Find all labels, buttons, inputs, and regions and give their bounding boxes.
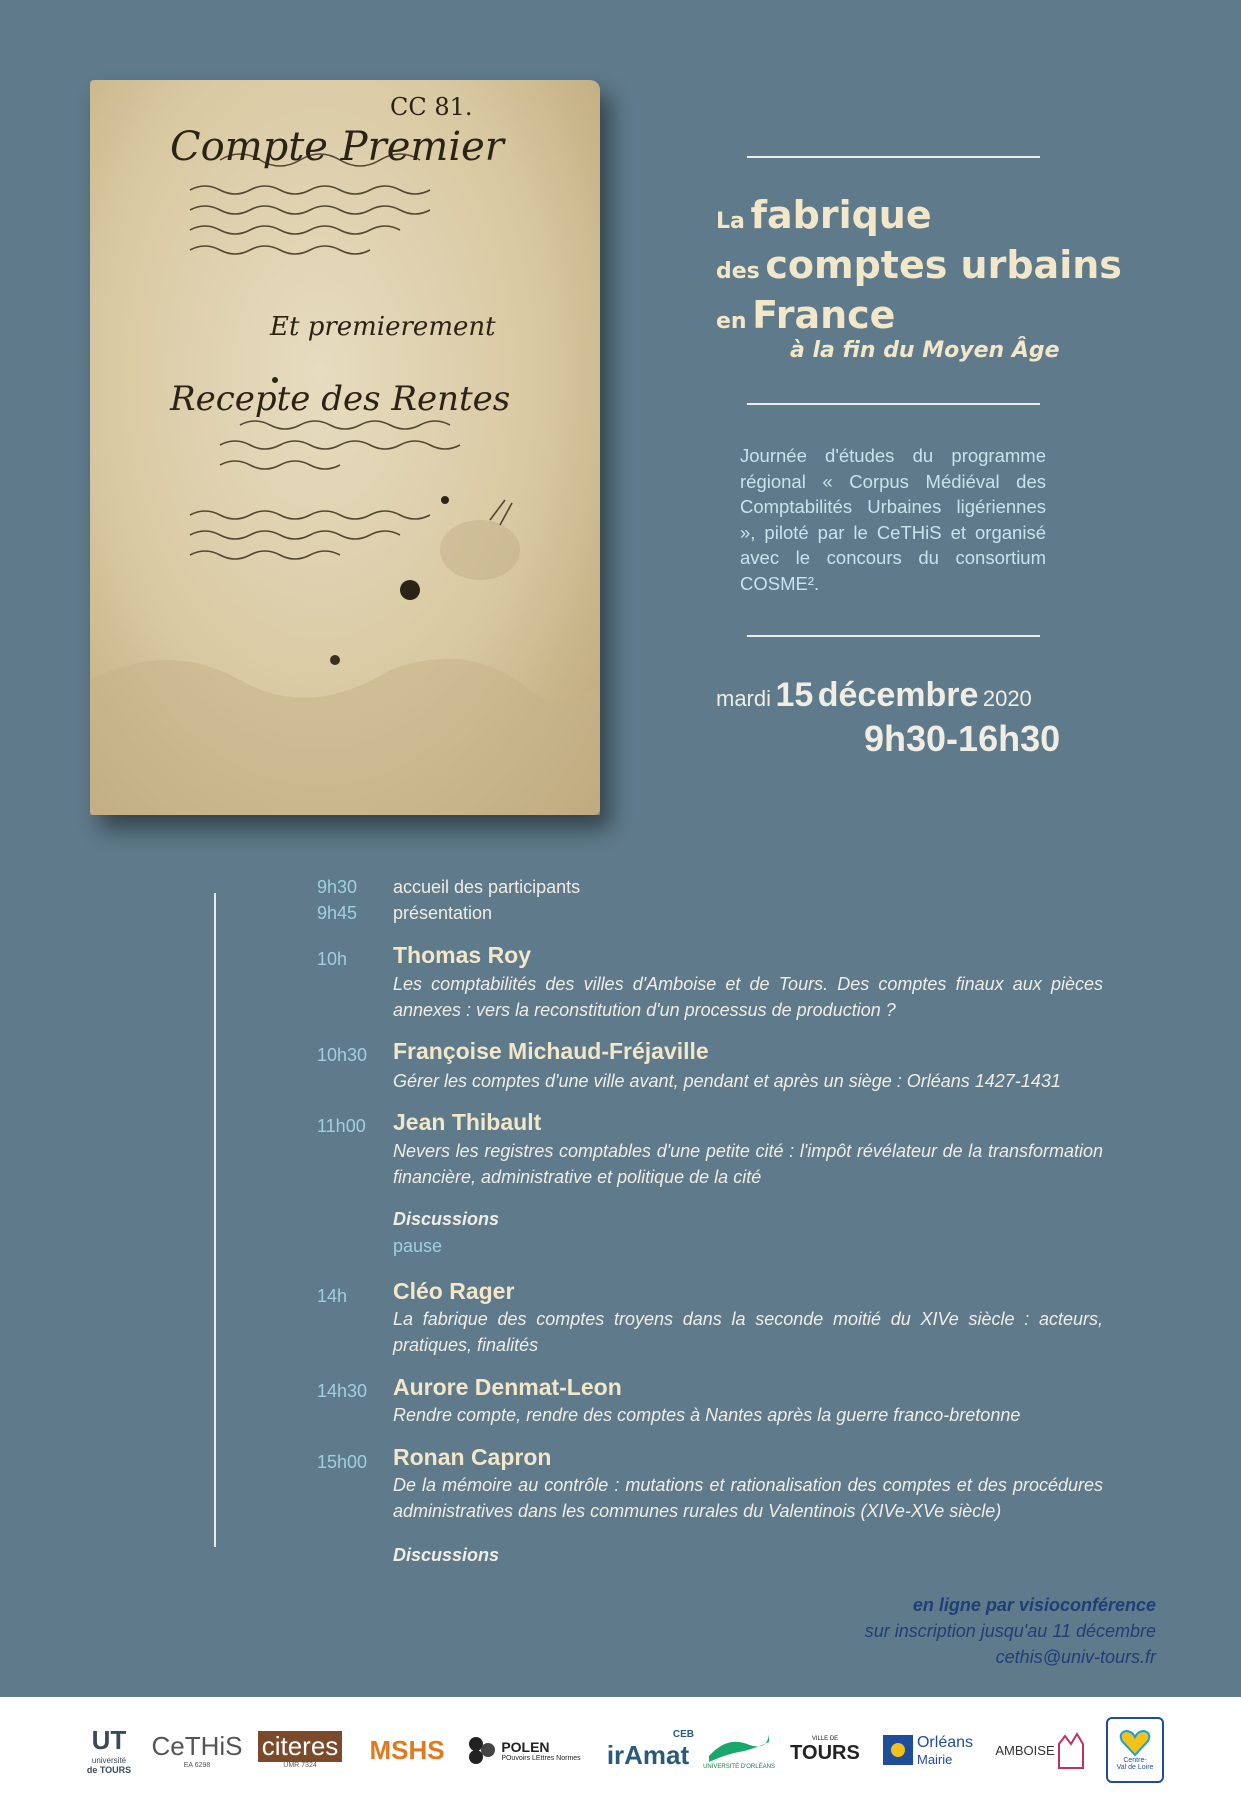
title-line-3 xyxy=(716,293,895,337)
divider xyxy=(747,403,1040,405)
speaker-name: Françoise Michaud-Fréjaville xyxy=(393,1038,709,1064)
logo-text: TOURS xyxy=(790,1741,860,1764)
title-big: comptes urbains xyxy=(765,243,1122,287)
contact-email-link[interactable]: cethis@univ-tours.fr xyxy=(995,1647,1156,1667)
discussions-label: Discussions xyxy=(393,1545,500,1565)
intro-text: Journée d'études du programme régional « Corpus Médiéval des Comptabilités Urbaines ligériennes », piloté par le CeTHiS et organisé avec le concours du consortium COSME². xyxy=(740,445,1046,594)
date-year: 2020 xyxy=(982,686,1032,711)
iramat-logo xyxy=(602,1715,694,1785)
logo-text: POuvoirs LEttres Normes xyxy=(501,1754,581,1762)
universite-tours-logo xyxy=(78,1715,140,1785)
region-centre-logo xyxy=(1106,1717,1164,1783)
title-small: en xyxy=(716,309,747,334)
partner-logos-bar xyxy=(0,1697,1241,1801)
talk-title: Nevers les registres comptables d'une petite cité : l'impôt révélateur de la transformation financière, administrative et politique de la cité xyxy=(393,1141,1103,1187)
polen-icon xyxy=(467,1735,497,1765)
logo-text: UT xyxy=(91,1725,127,1755)
manuscript-ref: CC 81. xyxy=(390,93,473,121)
logo-text: citeres xyxy=(258,1731,343,1762)
registration-label: sur inscription jusqu'au 11 décembre xyxy=(864,1621,1156,1641)
logo-text: Val de Loire xyxy=(1116,1764,1154,1771)
ville-amboise-logo xyxy=(990,1715,1090,1785)
talk-title: Gérer les comptes d'une ville avant, pendant et après un siège : Orléans 1427-1431 xyxy=(393,1071,1061,1091)
date-number: 15 xyxy=(775,676,814,714)
logo-text: UMR 7324 xyxy=(283,1762,317,1769)
logo-text: EA 6298 xyxy=(183,1762,211,1769)
mshs-logo xyxy=(370,1715,444,1785)
time-label: 11h00 xyxy=(317,1116,366,1136)
title-small: La xyxy=(716,209,745,234)
manuscript-recepte: Recepte des Rentes xyxy=(170,379,511,419)
polen-logo xyxy=(464,1715,584,1785)
logo-text: CeTHiS xyxy=(151,1731,243,1761)
logo-text: MSHS xyxy=(369,1734,445,1765)
discussions-label: Discussions xyxy=(393,1209,500,1229)
program-timeline-line xyxy=(214,893,216,1547)
title-small: des xyxy=(716,259,760,284)
manuscript-mid: Et premierement xyxy=(270,312,496,342)
logo-text: Orléans xyxy=(916,1733,974,1751)
orleans-mairie-logo xyxy=(876,1715,980,1785)
logo-text: Mairie xyxy=(916,1751,953,1767)
logo-text: POLEN xyxy=(501,1738,550,1755)
date-day: mardi xyxy=(716,686,772,711)
agenda-item: accueil des participants xyxy=(393,877,581,897)
logo-text: UNIVERSITÉ D'ORLÉANS xyxy=(703,1764,775,1770)
cethis-logo xyxy=(151,1715,243,1785)
talk-title: La fabrique des comptes troyens dans la seconde moitié du XIVe siècle : acteurs, pratiques, finalités xyxy=(393,1309,1103,1355)
time-label: 9h30 xyxy=(317,877,358,897)
title-subtitle: à la fin du Moyen Âge xyxy=(790,338,1060,363)
online-label: en ligne par visioconférence xyxy=(912,1595,1156,1615)
event-hours: 9h30-16h30 xyxy=(864,718,1061,759)
logo-text: université xyxy=(91,1756,127,1765)
time-label: 10h xyxy=(317,949,348,969)
speaker-name: Cléo Rager xyxy=(393,1278,515,1304)
manuscript-image xyxy=(90,80,600,815)
region-heart-icon xyxy=(1118,1729,1152,1757)
logo-text: de TOURS xyxy=(86,1765,132,1775)
citeres-logo xyxy=(252,1715,348,1785)
logo-text: AMBOISE xyxy=(995,1742,1055,1758)
manuscript-heading: Compte Premier xyxy=(170,124,504,170)
event-date xyxy=(716,676,1032,715)
time-label: 14h30 xyxy=(317,1381,368,1401)
time-label: 9h45 xyxy=(317,903,358,923)
orleans-emblem-icon xyxy=(883,1735,913,1765)
ville-tours-logo xyxy=(790,1715,860,1785)
divider xyxy=(747,635,1040,637)
time-label: 15h00 xyxy=(317,1452,368,1472)
orleans-wave-icon xyxy=(707,1730,771,1764)
talk-title: Les comptabilités des villes d'Amboise et de Tours. Des comptes finaux aux pièces annexes : vers la reconstitution d'un processus de production ? xyxy=(393,974,1103,1020)
date-month: décembre xyxy=(817,676,979,714)
speaker-name: Aurore Denmat-Leon xyxy=(393,1374,622,1400)
time-label: 10h30 xyxy=(317,1045,368,1065)
time-label: 14h xyxy=(317,1286,348,1306)
divider xyxy=(747,156,1040,158)
logo-text: irAmat xyxy=(606,1740,690,1770)
speaker-name: Ronan Capron xyxy=(393,1444,552,1470)
universite-orleans-logo xyxy=(704,1715,774,1785)
title-line-1 xyxy=(716,193,932,237)
speaker-name: Thomas Roy xyxy=(393,942,532,968)
amboise-castle-icon xyxy=(1055,1730,1085,1770)
speaker-name: Jean Thibault xyxy=(393,1109,542,1135)
title-line-2 xyxy=(716,243,1122,287)
title-big: France xyxy=(752,293,896,337)
talk-title: De la mémoire au contrôle : mutations et rationalisation des comptes et des procédures administratives dans les communes rurales du Valentinois (XIVe-XVe siècle) xyxy=(393,1475,1103,1521)
logo-text: VILLE DE xyxy=(811,1735,839,1742)
logo-text: Centre- xyxy=(1123,1757,1147,1764)
manuscript-drawing xyxy=(90,80,600,815)
logo-text: CEB xyxy=(672,1729,694,1740)
agenda-item: présentation xyxy=(393,903,493,923)
talk-title: Rendre compte, rendre des comptes à Nantes après la guerre franco-bretonne xyxy=(393,1405,1021,1425)
pause-label: pause xyxy=(393,1236,443,1256)
title-big: fabrique xyxy=(750,193,932,237)
